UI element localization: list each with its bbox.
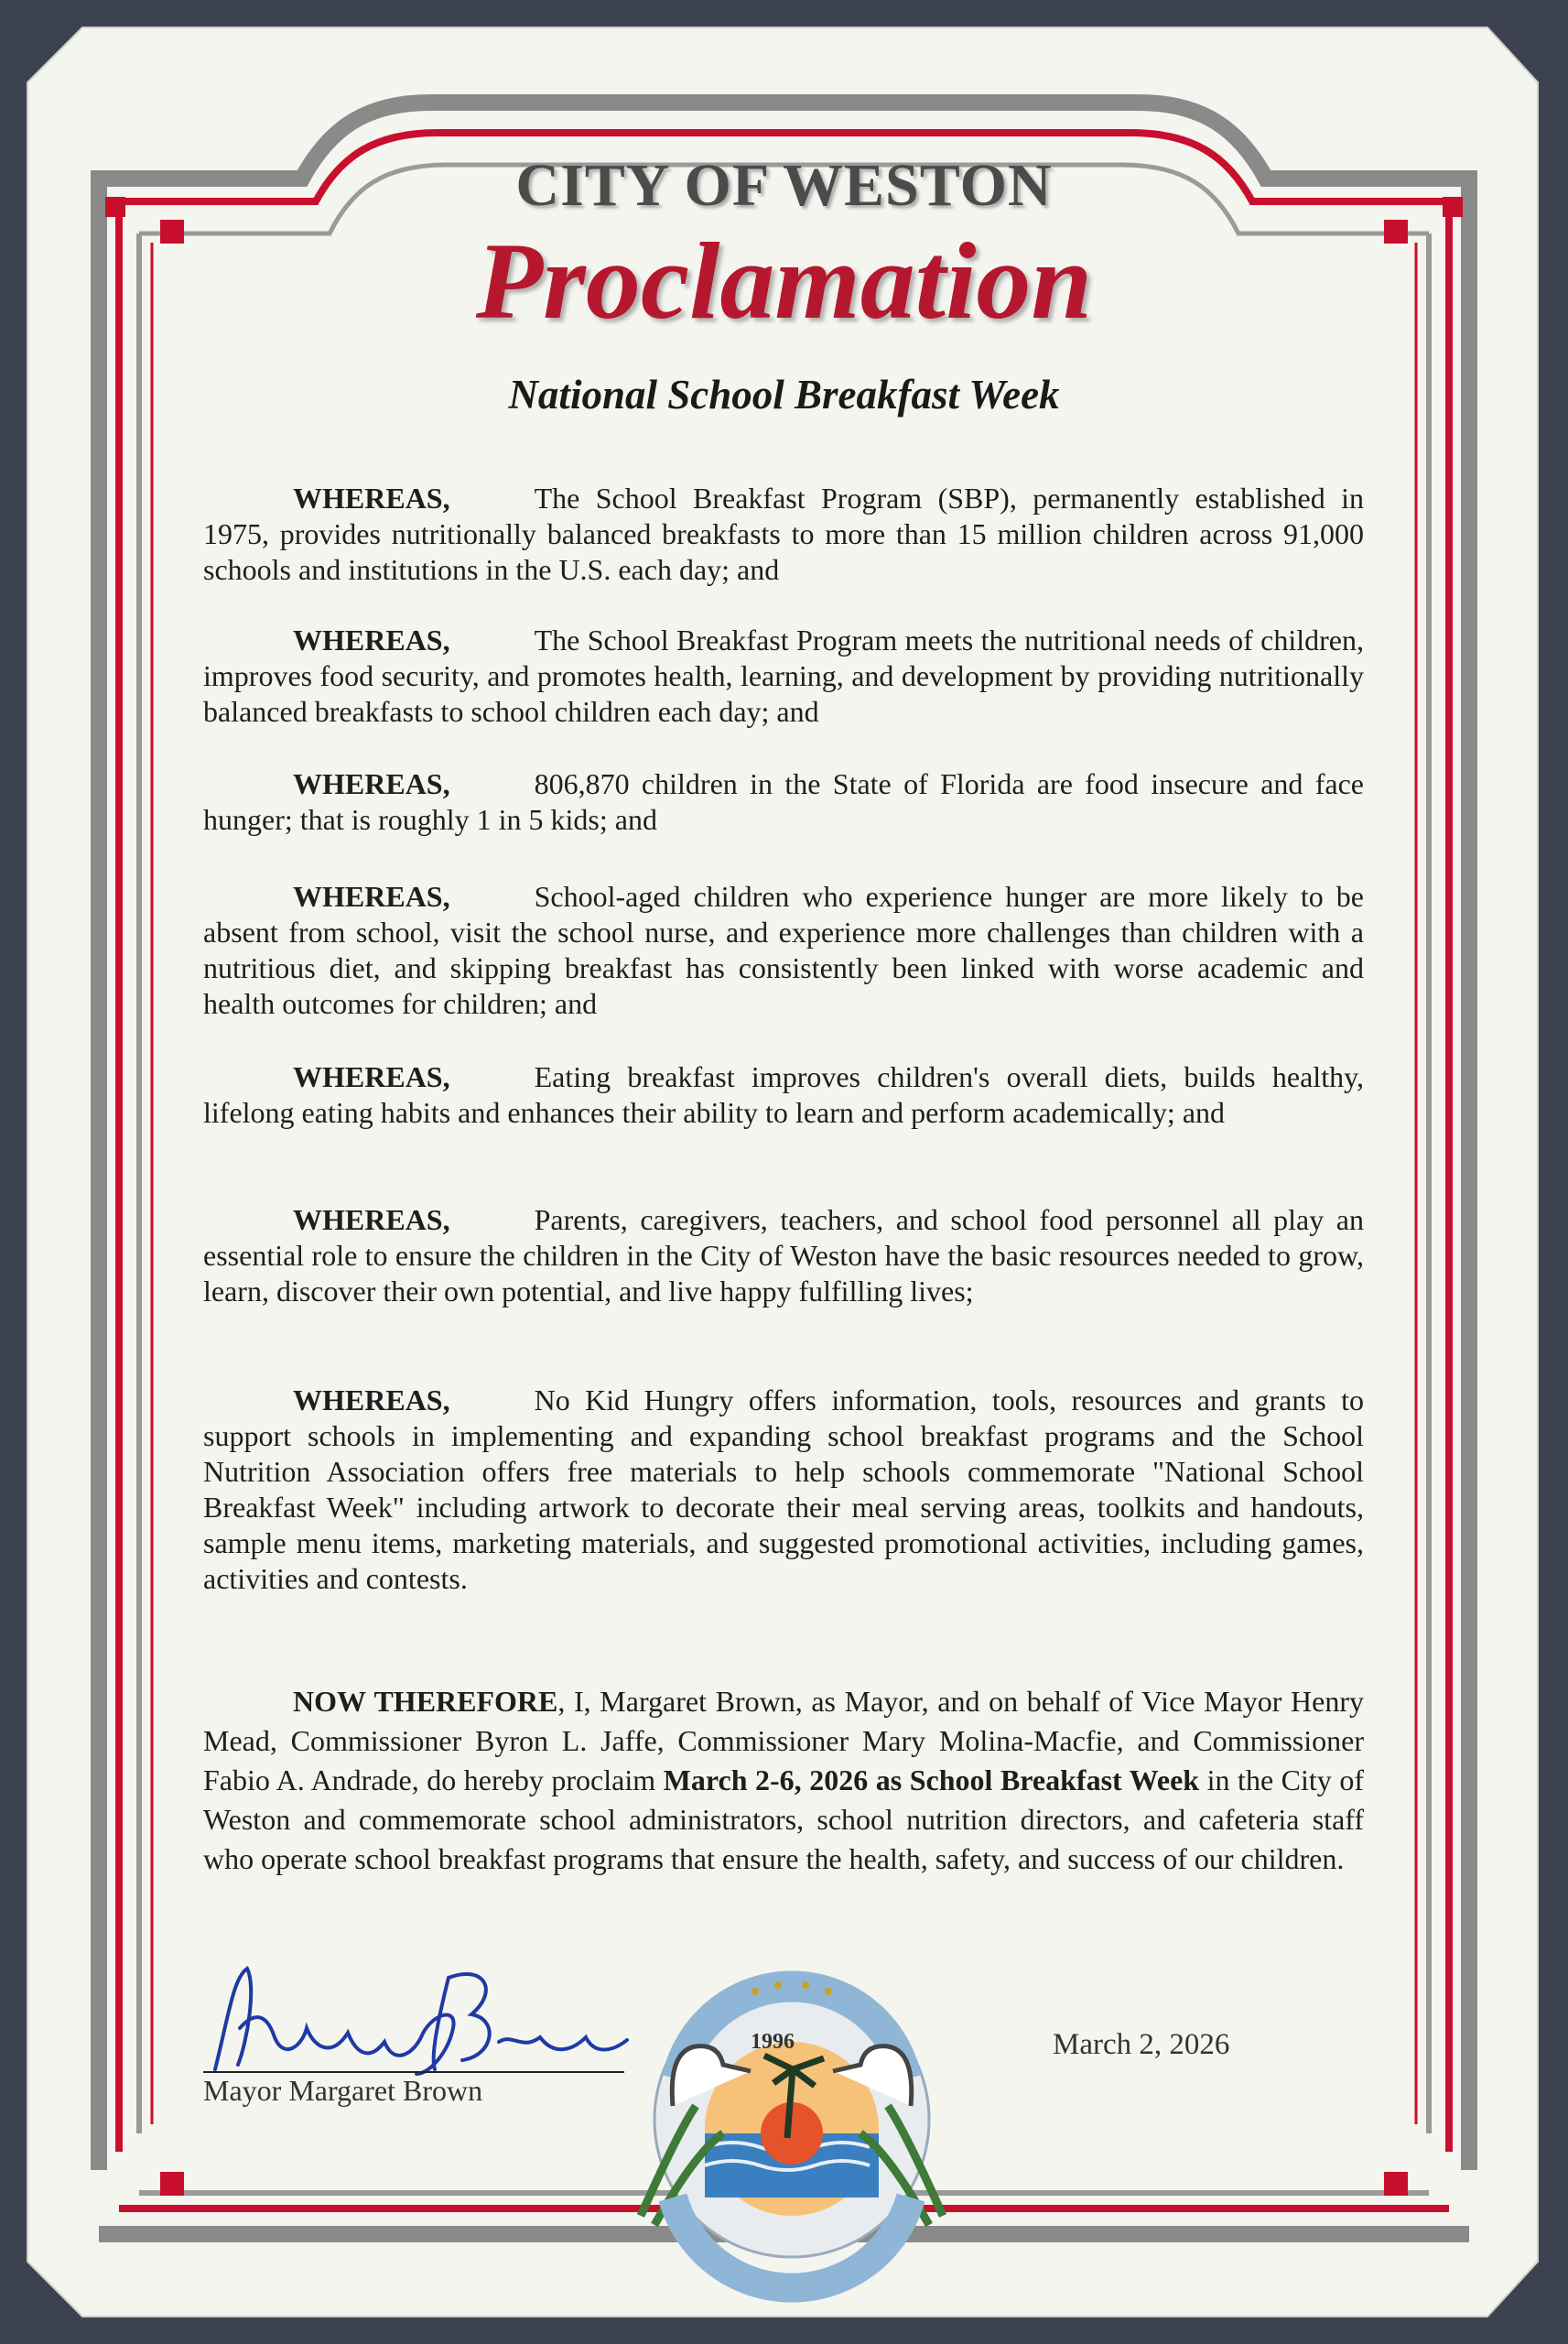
mayor-signature-label: Mayor Margaret Brown bbox=[203, 2074, 483, 2107]
whereas-paragraph bbox=[203, 1383, 1364, 1597]
whereas-text: The School Breakfast Program meets the nutritional needs of children, improves food security, and promotes health, learning, and development by providing nutritionally balanced breakfasts to school children each day; and bbox=[203, 624, 1364, 728]
whereas-paragraph bbox=[203, 1059, 1364, 1131]
now-therefore-paragraph bbox=[203, 1682, 1364, 1879]
whereas-paragraph bbox=[203, 879, 1364, 1022]
whereas-text: 806,870 children in the State of Florida are food insecure and face hunger; that is roughly 1 in 5 kids; and bbox=[203, 767, 1364, 836]
closing-text-2: in the City of Weston and commemorate school administrators, school nutrition directors, and cafeteria staff who operate school breakfast programs that ensure the health, safety, and success of our children. bbox=[203, 1763, 1365, 1875]
signature-line bbox=[203, 2071, 624, 2073]
whereas-label: WHEREAS, bbox=[293, 1384, 450, 1416]
whereas-text: No Kid Hungry offers information, tools, resources and grants to support schools in implementing and expanding school breakfast programs and the School Nutrition Association offers free materials to help schools commemorate "National School Breakfast Week" including artwork to decorate their meal serving areas, toolkits and handouts, sample menu items, marketing materials, and suggested promotional activities, including games, activities and contests. bbox=[203, 1384, 1364, 1595]
whereas-label: WHEREAS, bbox=[293, 1060, 450, 1093]
whereas-text: School-aged children who experience hunger are more likely to be absent from school, visit the school nurse, and experience more challenges than children with a nutritious diet, and skipping breakfast has consistently been linked with worse academic and health outcomes for children; and bbox=[203, 880, 1364, 1020]
now-therefore-label: NOW THEREFORE bbox=[293, 1685, 558, 1718]
closing-text-1: , I, Margaret Brown, as Mayor, and on behalf of Vice Mayor Henry Mead, Commissioner Byron L. Jaffe, Commissioner Mary Molina-Macfie, and Commissioner Fabio A. Andrade, do hereby proclaim bbox=[203, 1685, 1365, 1796]
whereas-label: WHEREAS, bbox=[293, 1203, 450, 1236]
whereas-paragraph bbox=[203, 766, 1364, 838]
corner-square-br bbox=[1384, 2172, 1408, 2196]
seal-year: 1996 bbox=[751, 2030, 795, 2054]
closing-proclaimed-dates: March 2-6, 2026 as School Breakfast Week bbox=[663, 1763, 1200, 1796]
whereas-label: WHEREAS, bbox=[293, 767, 450, 800]
proclamation-date: March 2, 2026 bbox=[1053, 2028, 1230, 2061]
whereas-text: Eating breakfast improves children's overall diets, builds healthy, lifelong eating habits and enhances their ability to learn and perform academically; and bbox=[203, 1060, 1364, 1129]
proclamation-title: Proclamation bbox=[475, 220, 1093, 342]
whereas-paragraph bbox=[203, 1202, 1364, 1309]
whereas-text: The School Breakfast Program (SBP), permanently established in 1975, provides nutritionally balanced breakfasts to more than 15 million children across 91,000 schools and institutions in the U.S. each day; and bbox=[203, 482, 1364, 586]
whereas-label: WHEREAS, bbox=[293, 624, 450, 657]
proclamation-subtitle: National School Breakfast Week bbox=[508, 372, 1060, 418]
whereas-label: WHEREAS, bbox=[293, 482, 450, 515]
whereas-text: Parents, caregivers, teachers, and school food personnel all play an essential role to ensure the children in the City of Weston have the basic resources needed to grow, learn, discover their own potential, and live happy fulfilling lives; bbox=[203, 1203, 1364, 1308]
whereas-paragraph bbox=[203, 481, 1364, 588]
whereas-label: WHEREAS, bbox=[293, 880, 450, 913]
city-seal bbox=[641, 1981, 943, 2288]
corner-square-bl bbox=[160, 2172, 184, 2196]
whereas-paragraph bbox=[203, 623, 1364, 730]
city-title: CITY OF WESTON bbox=[515, 152, 1053, 219]
